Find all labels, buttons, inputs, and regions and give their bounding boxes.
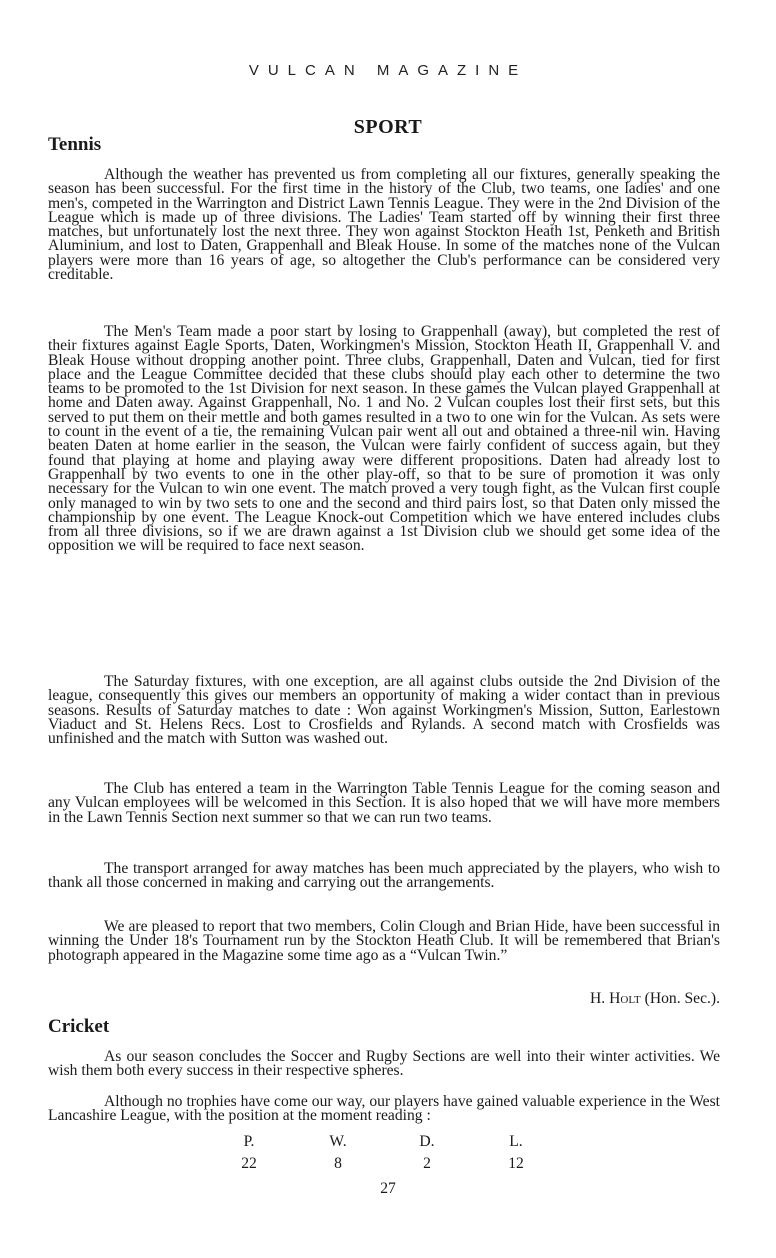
tennis-paragraph: The transport arranged for away matches has been much appreciated by the players, who wish to thank all those concerned in making and carrying out the arrangements.: [48, 860, 720, 892]
signature-surname: Holt: [609, 990, 641, 1007]
tennis-paragraph: The Club has entered a team in the Warrington Table Tennis League for the coming season and any Vulcan employees will be welcomed in this Section. It is also hoped that we will have more members in the Lawn Tennis Section next summer so that we can run two teams.: [48, 780, 720, 826]
signature-role: (Hon. Sec.).: [640, 990, 720, 1007]
table-value-drawn: 2: [423, 1155, 431, 1172]
tennis-paragraph: Although the weather has prevented us from completing all our fixtures, generally speaking the season has been successful. For the first time in the history of the Club, two teams, one ladies' and one men's, competed in the Warrington and District Lawn Tennis League. They were in the 2nd Division of the League which is made up of three divisions. The Ladies' Team started off by winning their first three matches, but unfortunately lost the next three. They won against Stockton Heath 1st, Penketh and British Aluminium, and lost to Daten, Grappenhall and Bleak House. In some of the matches none of the Vulcan players were more than 16 years of age, so altogether the Club's performance can be considered very creditable.: [48, 166, 720, 284]
table-header-lost: L.: [509, 1133, 523, 1150]
section-heading-tennis: Tennis: [48, 134, 102, 155]
page-number: 27: [380, 1180, 396, 1197]
tennis-paragraph: We are pleased to report that two members, Colin Clough and Brian Hide, have been successful in winning the Under 18's Tournament run by the Stockton Heath Club. It will be remembered that Brian's photograph appeared in the Magazine some time ago as a “Vulcan Twin.”: [48, 918, 720, 964]
table-header-won: W.: [329, 1133, 347, 1150]
section-heading-cricket: Cricket: [48, 1016, 110, 1037]
table-header-drawn: D.: [419, 1133, 435, 1150]
page-title: SPORT: [353, 116, 423, 138]
table-value-lost: 12: [508, 1155, 524, 1172]
signature-initial: H.: [590, 990, 610, 1007]
cricket-paragraph: As our season concludes the Soccer and Rugby Sections are well into their winter activities. We wish them both every success in their respective spheres.: [48, 1048, 720, 1080]
table-header-played: P.: [243, 1133, 255, 1150]
table-value-played: 22: [241, 1155, 257, 1172]
signature: [48, 990, 720, 1008]
table-value-won: 8: [334, 1155, 342, 1172]
cricket-paragraph: Although no trophies have come our way, our players have gained valuable experience in the West Lancashire League, with the position at the moment reading :: [48, 1093, 720, 1125]
tennis-paragraph: The Men's Team made a poor start by losing to Grappenhall (away), but completed the rest of their fixtures against Eagle Sports, Daten, Workingmen's Mission, Stockton Heath II, Grappenhall V. and Bleak House without dropping another point. Three clubs, Grappenhall, Daten and Vulcan, tied for first place and the League Committee decided that these clubs should play each other to determine the two teams to be promoted to the 1st Division for next season. In these games the Vulcan played Grappenhall at home and Daten away. Against Grappenhall, No. 1 and No. 2 Vulcan couples lost their first sets, but this served to put them on their mettle and both games resulted in a two to one win for the Vulcan. As sets were to count in the event of a tie, the remaining Vulcan pair went all out and obtained a three-nil win. Having beaten Daten at home earlier in the season, the Vulcan were fairly confident of success again, but they found that playing at home and playing away were different propositions. Daten had already lost to Grappenhall by two events to one in the other play-off, so that to be sure of promotion it was only necessary for the Vulcan to win one event. The match proved a very tough fight, as the Vulcan first couple only managed to win by two sets to one and the second and third pairs lost, so that Daten only missed the championship by one event. The League Knock-out Competition which we have entered includes clubs from all three divisions, so if we are drawn against a 1st Division club we should get some idea of the opposition we will be required to face next season.: [48, 323, 720, 555]
running-head: VULCAN MAGAZINE: [248, 62, 528, 79]
tennis-paragraph: The Saturday fixtures, with one exception, are all against clubs outside the 2nd Division of the league, consequently this gives our members an opportunity of making a wider contact than in previous seasons. Results of Saturday matches to date : Won against Workingmen's Mission, Sutton, Earlestown Viaduct and St. Helens Recs. Lost to Crosfields and Rylands. A second match with Crosfields was unfinished and the match with Sutton was washed out.: [48, 673, 720, 748]
